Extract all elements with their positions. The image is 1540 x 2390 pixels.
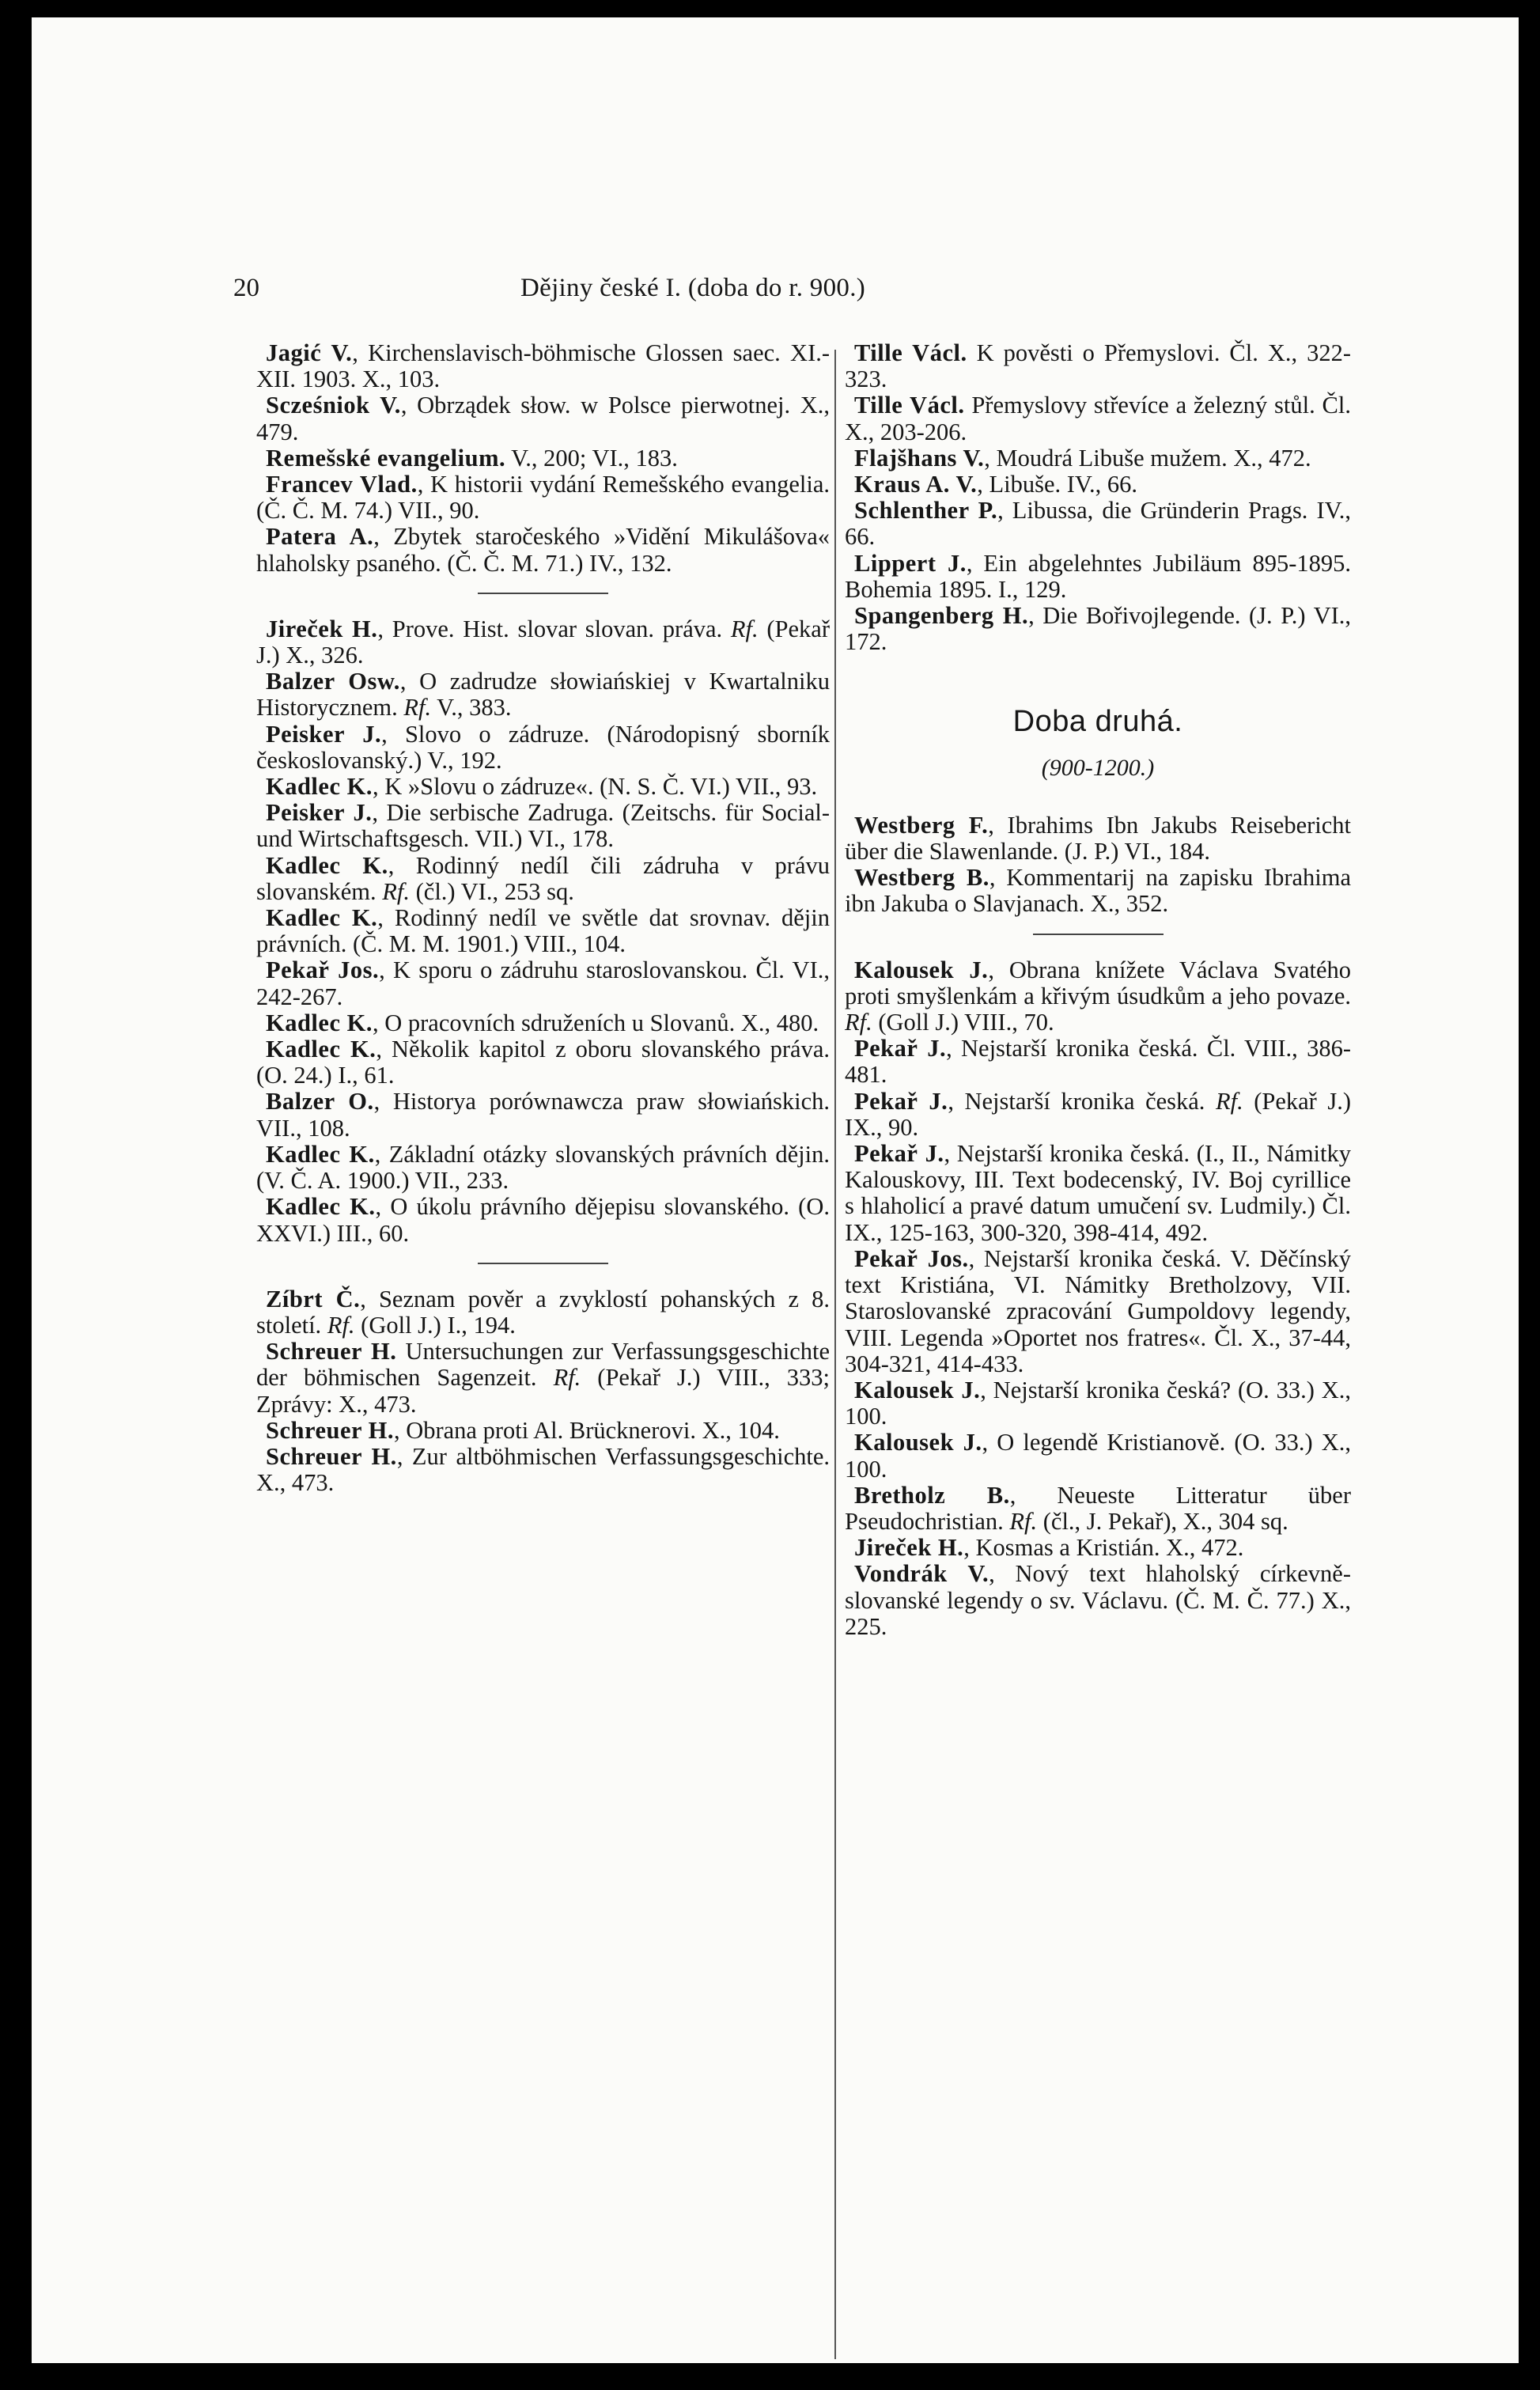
bibliography-entry: [256, 392, 830, 445]
entry-text: , Zbytek staročeského »Vidění Mikulášova« hlaholsky psaného. (Č. Č. M. 71.) IV., 132.: [256, 523, 830, 577]
bibliography-entry: [256, 1142, 830, 1194]
bibliography-entry: [256, 340, 830, 392]
bibliography-entry: [845, 392, 1351, 445]
entry-text: , Moudrá Libuše mužem. X., 472.: [984, 444, 1311, 472]
entry-text: , O pracovních sdruženích u Slovanů. X., 480.: [372, 1009, 819, 1036]
author-name: Bretholz B.: [854, 1481, 1010, 1509]
author-name: Kadlec K.: [266, 1009, 373, 1036]
bibliography-entry: [256, 1036, 830, 1089]
bibliography-entry: [256, 1286, 830, 1339]
entry-text: , Nejstarší kronika česká. (I., II., Námitky Kalouskovy, III. Text bodecenský, IV. Boj cyrillice s hlaholicí a pravé datum umučení sv. Ludmily.) Čl. IX., 125-163, 300-320, 398-414, 492.: [845, 1140, 1351, 1246]
author-name: Pekař J.: [854, 1140, 944, 1168]
review-marker: Rf.: [327, 1311, 355, 1339]
entry-text: , Kirchenslavisch-böhmische Glossen saec. XI.-XII. 1903. X., 103.: [256, 339, 831, 393]
entry-text: , Rodinný nedíl čili zádruha v právu slovanském.: [256, 851, 830, 905]
author-name: Kadlec K.: [266, 773, 373, 801]
bibliography-entry: [845, 1377, 1351, 1430]
bibliography-entry: [256, 1194, 830, 1246]
entry-text: Přemyslovy střevíce a železný stůl. Čl. X., 203-206.: [845, 392, 1351, 445]
bibliography-entry: [845, 472, 1351, 498]
entry-text: , Kommentarij na zapisku Ibrahima ibn Jakuba o Slavjanach. X., 352.: [845, 864, 1352, 918]
bibliography-entry: [256, 905, 830, 957]
bibliography-entry: [256, 1089, 830, 1141]
entry-text: , Die serbische Zadruga. (Zeitschs. für Social- und Wirtschaftsgesch. VII.) VI., 178.: [256, 799, 830, 853]
review-marker: Rf.: [382, 877, 410, 905]
entry-text: , Rodinný nedíl ve světle dat srovnav. dějin právních. (Č. M. M. 1901.) VIII., 104.: [256, 904, 831, 958]
bibliography-entry: [845, 1089, 1351, 1141]
author-name: Kalousek J.: [854, 1376, 981, 1403]
author-name: Kadlec K.: [266, 1193, 376, 1221]
author-name: Kadlec K.: [266, 851, 388, 879]
entry-text: , Libuše. IV., 66.: [977, 471, 1137, 498]
author-name: Scześniok V.: [266, 392, 401, 419]
author-name: Pekař Jos.: [854, 1244, 969, 1272]
bibliography-entry: [256, 1010, 830, 1036]
review-marker: Rf.: [403, 694, 432, 722]
bibliography-entry: [845, 603, 1351, 655]
author-name: Tille Václ.: [854, 392, 965, 419]
author-name: Pekař J.: [854, 1035, 947, 1062]
book-page: [32, 17, 1519, 2363]
entry-text: , Obrana knížete Václava Svatého proti smyšlenkám a křivým úsudkům a jeho povaze.: [845, 956, 1351, 1009]
author-name: Kraus A. V.: [854, 471, 978, 498]
right-column-bottom: [845, 812, 1351, 1640]
separator-rule: [1033, 934, 1164, 935]
author-name: Kalousek J.: [854, 1429, 982, 1456]
entry-text: , Základní otázky slovanských právních dějin. (V. Č. A. 1900.) VII., 233.: [256, 1140, 830, 1195]
author-name: Francev Vlad.: [266, 471, 418, 498]
review-marker: Rf.: [1215, 1087, 1243, 1115]
author-name: Westberg B.: [854, 864, 989, 892]
author-name: Remešské evangelium.: [266, 444, 506, 472]
page-header: [32, 269, 1519, 316]
entry-text: , Slovo o zádruze. (Národopisný sborník českoslovanský.) V., 192.: [256, 720, 830, 774]
entry-text: , K »Slovu o zádruze«. (N. S. Č. VI.) VII., 93.: [372, 773, 818, 801]
bibliography-entry: [845, 551, 1351, 603]
bibliography-entry: [256, 524, 830, 576]
author-name: Peisker J.: [266, 720, 382, 748]
entry-text: , Obrządek słow. w Polsce pierwotnej. X., 479.: [256, 392, 831, 445]
author-name: Patera A.: [266, 523, 374, 551]
bibliography-entry: [256, 1444, 830, 1496]
entry-text: (Goll J.) I., 194.: [354, 1311, 516, 1339]
bibliography-entry: [256, 774, 830, 800]
entry-text: , Nejstarší kronika česká? (O. 33.) X., 100.: [845, 1376, 1351, 1430]
entry-text: (Pekař J.) IX., 90.: [845, 1087, 1351, 1141]
entry-text: , Historya porównawcza praw słowiańskich. VII., 108.: [256, 1088, 830, 1142]
entry-text: , Několik kapitol z oboru slovanského práva. (O. 24.) I., 61.: [256, 1036, 830, 1089]
entry-text: , K sporu o zádruhu staroslovanskou. Čl. VI., 242-267.: [256, 956, 830, 1010]
entry-text: , Obrana proti Al. Brücknerovi. X., 104.: [393, 1416, 780, 1444]
bibliography-entry: [845, 1535, 1351, 1561]
bibliography-entry: [845, 498, 1351, 550]
bibliography-entry: [845, 1036, 1351, 1088]
author-name: Kalousek J.: [854, 956, 989, 983]
entry-text: , Libussa, die Gründerin Prags. IV., 66.: [845, 497, 1351, 551]
author-name: Pekař J.: [854, 1087, 948, 1115]
column-divider: [834, 350, 836, 2359]
author-name: Pekař Jos.: [266, 956, 380, 984]
bibliography-entry: [845, 1561, 1351, 1640]
right-column: [845, 340, 1351, 1640]
author-name: Kadlec K.: [266, 904, 378, 932]
bibliography-entry: [256, 445, 830, 472]
entry-text: , Die Bořivojlegende. (J. P.) VI., 172.: [845, 602, 1352, 656]
entry-text: , Nejstarší kronika česká.: [948, 1087, 1205, 1115]
author-name: Tille Václ.: [854, 339, 967, 366]
bibliography-entry: [256, 616, 830, 669]
author-name: Schreuer H.: [266, 1442, 397, 1470]
author-name: Kadlec K.: [266, 1036, 376, 1063]
entry-text: (Goll J.) VIII., 70.: [872, 1009, 1054, 1036]
bibliography-entry: [845, 445, 1351, 472]
entry-text: V., 383.: [431, 694, 512, 722]
entry-text: , Ein abgelehntes Jubiläum 895-1895. Bohemia 1895. I., 129.: [845, 549, 1351, 603]
review-marker: Rf.: [553, 1364, 581, 1392]
bibliography-entry: [845, 1483, 1351, 1535]
entry-text: V., 200; VI., 183.: [505, 444, 678, 472]
bibliography-entry: [256, 1339, 830, 1418]
author-name: Schreuer H.: [266, 1338, 397, 1365]
author-name: Peisker J.: [266, 799, 373, 827]
section-title: Doba druhá.: [1012, 705, 1183, 739]
author-name: Spangenberg H.: [854, 602, 1029, 630]
entry-text: , Ibrahims Ibn Jakubs Reisebericht über die Slawenlande. (J. P.) VI., 184.: [845, 811, 1351, 865]
author-name: Westberg F.: [854, 811, 989, 839]
page-number: 20: [233, 274, 259, 302]
author-name: Jagić V.: [266, 339, 353, 366]
bibliography-entry: [845, 865, 1351, 917]
bibliography-entry: [256, 722, 830, 774]
author-name: Schlenther P.: [854, 497, 998, 525]
running-title: Dějiny české I. (doba do r. 900.): [520, 274, 866, 302]
section-subtitle: (900-1200.): [1041, 754, 1155, 781]
entry-text: , O úkolu právního dějepisu slovanského. (O. XXVI.) III., 60.: [256, 1193, 830, 1247]
entry-text: , Zur altböhmischen Verfassungsgeschichte. X., 473.: [256, 1442, 830, 1497]
bibliography-entry: [845, 1141, 1351, 1246]
entry-text: , Prove. Hist. slovar slovan. práva.: [377, 615, 731, 642]
entry-text: , Neueste Litteratur über Pseudochristian.: [845, 1481, 1351, 1535]
author-name: Balzer O.: [266, 1088, 374, 1115]
entry-text: (čl.) VI., 253 sq.: [410, 877, 574, 905]
entry-text: , Nový text hlaholský církevně-slovanské legendy o sv. Václavu. (Č. M. Č. 77.) X., 225.: [845, 1560, 1351, 1640]
bibliography-entry: [845, 812, 1351, 865]
bibliography-entry: [256, 853, 830, 905]
author-name: Zíbrt Č.: [266, 1285, 361, 1312]
author-name: Schreuer H.: [266, 1416, 394, 1444]
entry-text: , Nejstarší kronika česká. V. Děčínský text Kristiána, VI. Námitky Bretholzovy, VII. Staroslovanské zpracování Gumpoldovy legendy, VIII. Legenda »Oportet nos fratres«. Čl. X., 37-44, 304-321, 414-433.: [845, 1244, 1351, 1377]
author-name: Flajšhans V.: [854, 444, 985, 472]
entry-text: (Pekař J.) X., 326.: [256, 615, 830, 669]
separator-rule: [478, 593, 608, 594]
author-name: Kadlec K.: [266, 1140, 375, 1168]
entry-text: (Pekař J.) VIII., 333; Zprávy: X., 473.: [256, 1364, 831, 1418]
entry-text: , K historii vydání Remešského evangelia. (Č. Č. M. 74.) VII., 90.: [256, 471, 830, 525]
entry-text: , Kosmas a Kristián. X., 472.: [963, 1534, 1244, 1562]
author-name: Balzer Osw.: [266, 668, 400, 695]
bibliography-entry: [845, 957, 1351, 1036]
entry-text: (čl., J. Pekař), X., 304 sq.: [1037, 1507, 1288, 1535]
author-name: Jireček H.: [854, 1534, 964, 1562]
review-marker: Rf.: [1009, 1507, 1038, 1535]
bibliography-entry: [256, 1418, 830, 1444]
entry-text: K pověsti o Přemyslovi. Čl. X., 322-323.: [845, 339, 1351, 393]
entry-text: , O zadrudze słowiańskiej v Kwartalniku Historycznem.: [256, 668, 830, 722]
entry-text: , Seznam pověr a zvyklostí pohanských z 8. století.: [256, 1285, 831, 1339]
bibliography-entry: [845, 1246, 1351, 1377]
review-marker: Rf.: [845, 1009, 872, 1036]
review-marker: Rf.: [730, 615, 759, 642]
entry-text: , Nejstarší kronika česká. Čl. VIII., 386-481.: [845, 1035, 1351, 1089]
author-name: Vondrák V.: [854, 1560, 989, 1588]
left-column: [256, 340, 830, 1496]
bibliography-entry: [256, 472, 830, 524]
separator-rule: [478, 1263, 608, 1264]
bibliography-entry: [845, 340, 1351, 392]
author-name: Jireček H.: [266, 615, 378, 642]
bibliography-entry: [256, 957, 830, 1009]
author-name: Lippert J.: [854, 549, 967, 577]
bibliography-entry: [845, 1430, 1351, 1482]
entry-text: Untersuchungen zur Verfassungsgeschichte der böhmischen Sagenzeit.: [256, 1338, 831, 1392]
bibliography-entry: [256, 669, 830, 721]
right-column-top: [845, 340, 1351, 655]
entry-text: , O legendě Kristianově. (O. 33.) X., 100.: [845, 1429, 1352, 1483]
bibliography-entry: [256, 800, 830, 852]
